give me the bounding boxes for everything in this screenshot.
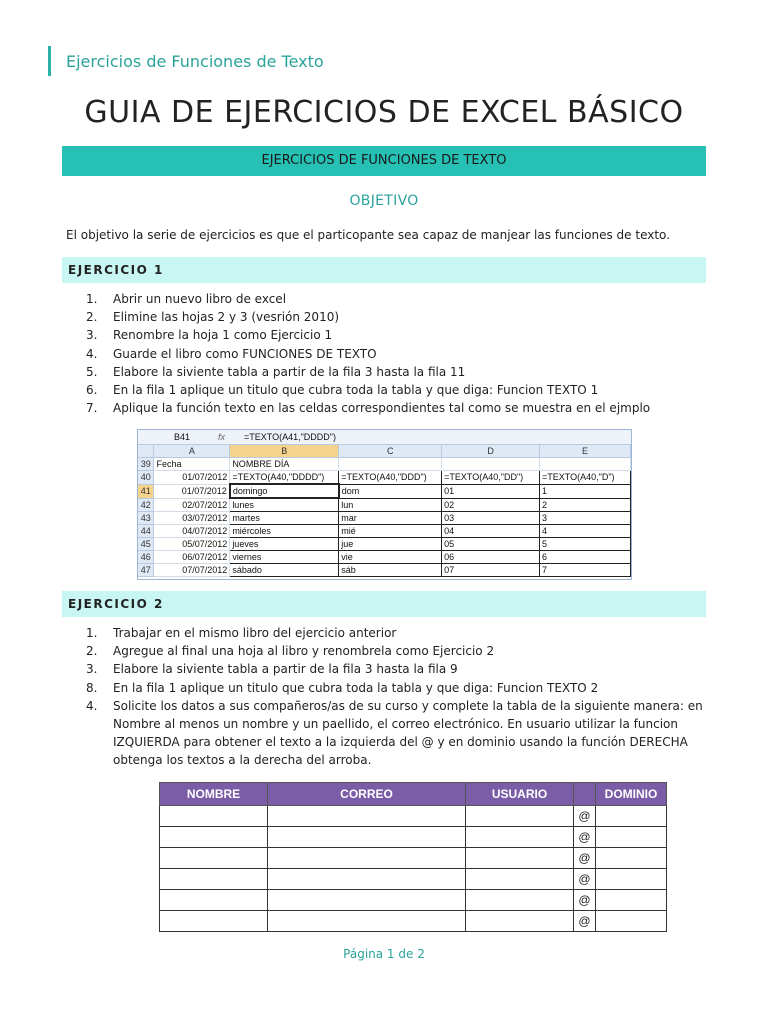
sheet-cell: jueves — [230, 538, 339, 551]
sheet-row — [138, 471, 631, 485]
sheet-cell: sábado — [230, 564, 339, 577]
at-symbol-cell: @ — [574, 890, 596, 911]
empty-cell — [268, 848, 466, 869]
sheet-cell: 3 — [540, 512, 631, 525]
sheet-cell: 05 — [442, 538, 540, 551]
row-number: 39 — [138, 458, 154, 471]
email-table-row — [160, 806, 667, 827]
sheet-cell: 07/07/2012 — [154, 564, 230, 577]
objective-text: El objetivo la serie de ejercicios es que el particopante sea capaz de manjear las funciones de texto. — [66, 228, 671, 242]
sheet-cell: lun — [339, 498, 442, 512]
step-text: Elabore la siviente tabla a partir de la fila 3 hasta la fila 9 — [113, 662, 458, 677]
step-text: Trabajar en el mismo libro del ejercicio anterior — [113, 626, 397, 640]
empty-cell — [268, 827, 466, 848]
step-text: Elimine las hojas 2 y 3 (vesrión 2010) — [113, 310, 340, 325]
empty-cell — [160, 911, 268, 932]
step-text: Agregue al final una hoja al libro y renombrela como Ejercicio 2 — [113, 644, 495, 659]
email-table-header: DOMINIO — [596, 783, 667, 806]
at-symbol-cell: @ — [574, 848, 596, 869]
empty-cell — [596, 827, 667, 848]
row-number: 44 — [138, 525, 154, 538]
step-item — [86, 399, 706, 417]
column-header: C — [339, 445, 442, 458]
step-item — [86, 326, 706, 344]
sheet-cell: vie — [339, 551, 442, 564]
sheet-cell — [339, 458, 442, 471]
step-text: Elabore la siviente tabla a partir de la fila 3 hasta la fila 11 — [113, 364, 466, 379]
empty-cell — [466, 911, 574, 932]
email-table-row — [160, 890, 667, 911]
step-item — [86, 308, 706, 326]
sheet-cell: =TEXTO(A40,"DD") — [442, 471, 540, 485]
excel-grid — [138, 445, 631, 577]
empty-cell — [160, 848, 268, 869]
sheet-cell: 07 — [442, 564, 540, 577]
sheet-cell: 04 — [442, 525, 540, 538]
empty-cell — [596, 806, 667, 827]
column-header: E — [540, 445, 631, 458]
exercise-1-steps — [86, 290, 706, 417]
sheet-cell — [442, 458, 540, 471]
sheet-cell: domingo — [230, 484, 339, 498]
step-item — [86, 290, 706, 308]
sheet-cell: 06 — [442, 551, 540, 564]
empty-cell — [160, 806, 268, 827]
step-number: 2. — [86, 310, 98, 325]
step-number: 1. — [86, 626, 98, 640]
page-header: Ejercicios de Funciones de Texto — [66, 52, 324, 71]
step-text: Aplique la función texto en las celdas correspondientes tal como se muestra en el ejmplo — [113, 401, 651, 416]
corner-cell — [138, 445, 154, 458]
sheet-cell: 05/07/2012 — [154, 538, 230, 551]
email-table-header — [574, 783, 596, 806]
email-table-row — [160, 827, 667, 848]
exercise-2-steps — [86, 624, 718, 770]
empty-cell — [596, 848, 667, 869]
sheet-cell: 01/07/2012 — [154, 484, 230, 498]
excel-screenshot — [137, 429, 632, 580]
step-number: 7. — [86, 401, 98, 416]
email-table-header-row — [160, 783, 667, 806]
sheet-row — [138, 484, 631, 498]
sheet-cell: =TEXTO(A40,"DDD") — [339, 471, 442, 485]
email-table-row — [160, 869, 667, 890]
sheet-cell: 5 — [540, 538, 631, 551]
sheet-cell: sáb — [339, 564, 442, 577]
step-item — [86, 381, 706, 399]
sheet-cell: viernes — [230, 551, 339, 564]
sheet-cell: 4 — [540, 525, 631, 538]
sheet-cell: mar — [339, 512, 442, 525]
step-text: En la fila 1 aplique un titulo que cubra toda la tabla y que diga: Funcion TEXTO 2 — [113, 680, 599, 695]
step-item — [86, 660, 718, 678]
empty-cell — [596, 890, 667, 911]
sheet-cell: dom — [339, 484, 442, 498]
sheet-cell: 01/07/2012 — [154, 471, 230, 485]
step-item — [86, 363, 706, 381]
empty-cell — [160, 869, 268, 890]
sheet-cell: 2 — [540, 498, 631, 512]
step-number: 4. — [86, 698, 98, 713]
sheet-cell — [540, 458, 631, 471]
step-text: Abrir un nuevo libro de excel — [113, 292, 287, 306]
sheet-cell: 02/07/2012 — [154, 498, 230, 512]
step-item — [86, 624, 718, 642]
exercise-2-heading: EJERCICIO 2 — [62, 591, 706, 617]
sheet-cell: 06/07/2012 — [154, 551, 230, 564]
empty-cell — [268, 869, 466, 890]
step-text: Solicite los datos a sus compañeros/as de su curso y complete la tabla de la siguiente manera: en Nombre al menos un nombre y un paellido, el correo electrónico. En usuario utilizar la funcion IZQUIERDA para obtener el texto a la izquierda del @ y en dominio usando la función DERECHA obtenga los textos a la derecha del arroba. — [113, 698, 703, 768]
empty-cell — [596, 911, 667, 932]
step-item — [86, 345, 706, 363]
step-text: En la fila 1 aplique un titulo que cubra toda la tabla y que diga: Funcion TEXTO 1 — [113, 383, 599, 398]
empty-cell — [160, 827, 268, 848]
sheet-row — [138, 498, 631, 512]
step-number: 3. — [86, 662, 98, 677]
column-header: D — [442, 445, 540, 458]
step-item — [86, 697, 718, 770]
fx-icon: fx — [218, 432, 226, 442]
sheet-cell: Fecha — [154, 458, 230, 471]
sheet-cell: martes — [230, 512, 339, 525]
empty-cell — [466, 890, 574, 911]
at-symbol-cell: @ — [574, 869, 596, 890]
step-number: 3. — [86, 328, 98, 343]
row-number: 42 — [138, 498, 154, 512]
empty-cell — [160, 890, 268, 911]
row-number: 47 — [138, 564, 154, 577]
sheet-cell: miércoles — [230, 525, 339, 538]
sheet-cell: 1 — [540, 484, 631, 498]
sheet-cell: 03/07/2012 — [154, 512, 230, 525]
document-title: GUIA DE EJERCICIOS DE EXCEL BÁSICO — [84, 95, 684, 130]
sheet-cell: =TEXTO(A40,"DDDD") — [230, 471, 339, 485]
empty-cell — [268, 806, 466, 827]
sheet-cell: mié — [339, 525, 442, 538]
step-number: 8. — [86, 680, 98, 695]
step-number: 1. — [86, 292, 98, 306]
email-table-row — [160, 848, 667, 869]
step-number: 4. — [86, 346, 98, 361]
sheet-row — [138, 458, 631, 471]
page-footer: Página 1 de 2 — [343, 947, 425, 961]
header-accent-bar — [48, 46, 51, 76]
step-number: 2. — [86, 644, 98, 659]
empty-cell — [466, 827, 574, 848]
empty-cell — [466, 806, 574, 827]
empty-cell — [466, 848, 574, 869]
email-table-header: USUARIO — [466, 783, 574, 806]
email-table — [159, 782, 667, 932]
at-symbol-cell: @ — [574, 827, 596, 848]
name-box: B41 — [174, 432, 191, 442]
column-header: B — [230, 445, 339, 458]
sheet-row — [138, 525, 631, 538]
sheet-cell: 03 — [442, 512, 540, 525]
row-number: 45 — [138, 538, 154, 551]
step-text: Guarde el libro como FUNCIONES DE TEXTO — [113, 346, 377, 361]
row-number: 40 — [138, 471, 154, 485]
empty-cell — [466, 869, 574, 890]
at-symbol-cell: @ — [574, 911, 596, 932]
sheet-cell: 6 — [540, 551, 631, 564]
step-text: Renombre la hoja 1 como Ejercicio 1 — [113, 328, 333, 343]
sheet-row — [138, 551, 631, 564]
sheet-cell: jue — [339, 538, 442, 551]
sheet-row — [138, 512, 631, 525]
empty-cell — [268, 911, 466, 932]
section-band: EJERCICIOS DE FUNCIONES DE TEXTO — [62, 146, 706, 176]
at-symbol-cell: @ — [574, 806, 596, 827]
empty-cell — [596, 869, 667, 890]
row-number: 41 — [138, 484, 154, 498]
column-header-row — [138, 445, 631, 458]
sheet-row — [138, 538, 631, 551]
exercise-1-heading: EJERCICIO 1 — [62, 257, 706, 283]
step-number: 6. — [86, 383, 98, 398]
empty-cell — [268, 890, 466, 911]
sheet-cell: =TEXTO(A40,"D") — [540, 471, 631, 485]
sheet-cell: NOMBRE DÍA — [230, 458, 339, 471]
step-item — [86, 642, 718, 660]
sheet-cell: 02 — [442, 498, 540, 512]
email-table-row — [160, 911, 667, 932]
formula-bar — [138, 430, 631, 445]
step-item — [86, 679, 718, 697]
objective-heading: OBJETIVO — [349, 193, 419, 209]
sheet-cell: 7 — [540, 564, 631, 577]
sheet-cell: 01 — [442, 484, 540, 498]
row-number: 46 — [138, 551, 154, 564]
formula-text: =TEXTO(A41,"DDDD") — [244, 432, 336, 442]
column-header: A — [154, 445, 230, 458]
email-table-header: CORREO — [268, 783, 466, 806]
sheet-cell: 04/07/2012 — [154, 525, 230, 538]
email-table-header: NOMBRE — [160, 783, 268, 806]
row-number: 43 — [138, 512, 154, 525]
sheet-row — [138, 564, 631, 577]
sheet-cell: lunes — [230, 498, 339, 512]
step-number: 5. — [86, 364, 98, 379]
